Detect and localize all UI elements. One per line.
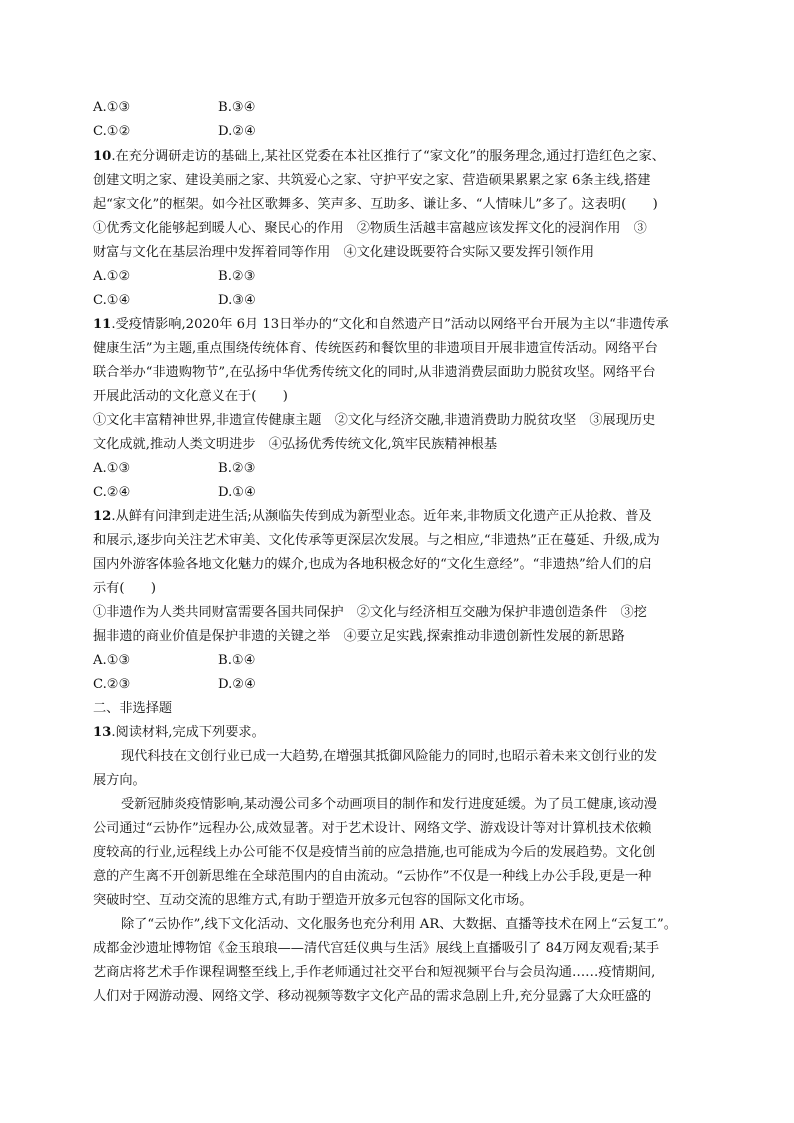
q12-line-3: 国内外游客体验各地文化魅力的媒介,也成为各地积极念好的“文化生意经”。“非遗热”给人们的启	[93, 557, 652, 572]
passage-p3-line-4: 人们对于网游动漫、网络文学、移动视频等数字文化产品的需求急剧上升,充分显露了大众旺盛的	[93, 989, 652, 1004]
passage-p3-line-3: 艺商店将艺术手作课程调整至线上,手作老师通过社交平台和短视频平台与会员沟通……疫情期间,	[93, 965, 656, 980]
q9-option-b: B.③④	[218, 100, 256, 115]
q12-option-b: B.①④	[218, 653, 256, 668]
q10-line-5: 财富与文化在基层治理中发挥着同等作用 ④文化建设既要符合实际又要发挥引领作用	[93, 245, 595, 260]
q11-line-6: 文化成就,推动人类文明进步 ④弘扬优秀传统文化,筑牢民族精神根基	[93, 437, 498, 452]
passage-p1-line-2: 展方向。	[93, 773, 146, 788]
q12-option-d: D.②④	[218, 677, 256, 692]
q12-option-c: C.②③	[93, 677, 131, 692]
passage-p2-line-1: 受新冠肺炎疫情影响,某动漫公司多个动画项目的制作和发行进度延缓。为了员工健康,该动漫	[121, 797, 657, 812]
q13-number: 13	[93, 725, 112, 740]
q10-number: 10	[93, 149, 112, 164]
q10-line-2: 创建文明之家、建设美丽之家、共筑爱心之家、守护平安之家、营造硕果累累之家 6条主线,搭建	[93, 173, 651, 188]
q11-option-b: B.②③	[218, 461, 256, 476]
passage-p2-line-4: 意的产生离不开创新思维在全球范围内的自由流动。“云协作”不仅是一种线上办公手段,更是一种	[93, 869, 652, 884]
q12-line-2: 和展示,逐步向关注艺术审美、文化传承等更深层次发展。与之相应,“非遗热”正在蔓延、升级,成为	[93, 533, 660, 548]
q10-option-b: B.②③	[218, 269, 256, 284]
q11-line-1: 11.受疫情影响,2020年 6月 13日举办的“文化和自然遗产日”活动以网络平台开展为主以“非遗传承	[93, 317, 669, 332]
q9-option-c: C.①②	[93, 124, 131, 139]
passage-p1-line-1: 现代科技在文创行业已成一大趋势,在增强其抵御风险能力的同时,也昭示着未来文创行业的发	[121, 749, 657, 764]
q12-line-1: 12.从鲜有问津到走进生活;从濒临失传到成为新型业态。近年来,非物质文化遗产正从抢救、普及	[93, 509, 652, 524]
section-title: 二、非选择题	[93, 701, 173, 716]
q11-line-3: 联合举办“非遗购物节”,在弘扬中华优秀传统文化的同时,从非遗消费层面助力脱贫攻坚。网络平台	[93, 365, 656, 380]
passage-p2-line-3: 度较高的行业,远程线上办公可能不仅是疫情当前的应急措施,也可能成为今后的发展趋势。文化创	[93, 845, 656, 860]
q11-option-c: C.②④	[93, 485, 131, 500]
q13-line-1: 13.阅读材料,完成下列要求。	[93, 725, 265, 740]
passage-p3-line-2: 成都金沙遗址博物馆《金玉琅琅——清代宫廷仪典与生活》展线上直播吸引了 84万网友观看;某手	[93, 941, 660, 956]
passage-p3-line-1: 除了“云协作”,线下文化活动、文化服务也充分利用 AR、大数据、直播等技术在网上“云复工”。	[121, 917, 677, 932]
q10-line-3: 起“家文化”的框架。如今社区歌舞多、笑声多、互助多、谦让多、“人情味儿”多了。这表明( )	[93, 197, 658, 212]
q10-line-4: ①优秀文化能够起到暖人心、聚民心的作用 ②物质生活越丰富越应该发挥文化的浸润作用 ③	[93, 221, 647, 236]
q10-line-1: 10.在充分调研走访的基础上,某社区党委在本社区推行了“家文化”的服务理念,通过打造红色之家、	[93, 149, 665, 164]
q11-line-5: ①文化丰富精神世界,非遗宣传健康主题 ②文化与经济交融,非遗消费助力脱贫攻坚 ③展现历史	[93, 413, 656, 428]
passage-p2-line-5: 突破时空、互动交流的思维方式,有助于塑造开放多元包容的国际文化市场。	[93, 893, 533, 908]
q10-option-d: D.③④	[218, 293, 256, 308]
q10-option-a: A.①②	[93, 269, 131, 284]
q11-option-a: A.①③	[93, 461, 131, 476]
q12-number: 12	[93, 509, 112, 524]
q12-line-4: 示有( )	[93, 581, 157, 596]
q11-number: 11	[93, 317, 112, 332]
passage-p2-line-2: 公司通过“云协作”远程办公,成效显著。对于艺术设计、网络文学、游戏设计等对计算机技术依赖	[93, 821, 652, 836]
q9-option-a: A.①③	[93, 100, 131, 115]
q12-option-a: A.①③	[93, 653, 131, 668]
q11-line-4: 开展此活动的文化意义在于( )	[93, 389, 288, 404]
q10-option-c: C.①④	[93, 293, 131, 308]
q12-line-5: ①非遗作为人类共同财富需要各国共同保护 ②文化与经济相互交融为保护非遗创造条件 ③挖	[93, 605, 647, 620]
q11-option-d: D.①④	[218, 485, 256, 500]
q11-line-2: 健康生活”为主题,重点围绕传统体育、传统医药和餐饮里的非遗项目开展非遗宣传活动。网络平台	[93, 341, 658, 356]
q12-line-6: 掘非遗的商业价值是保护非遗的关键之举 ④要立足实践,探索推动非遗创新性发展的新思路	[93, 629, 625, 644]
q9-option-d: D.②④	[218, 124, 256, 139]
